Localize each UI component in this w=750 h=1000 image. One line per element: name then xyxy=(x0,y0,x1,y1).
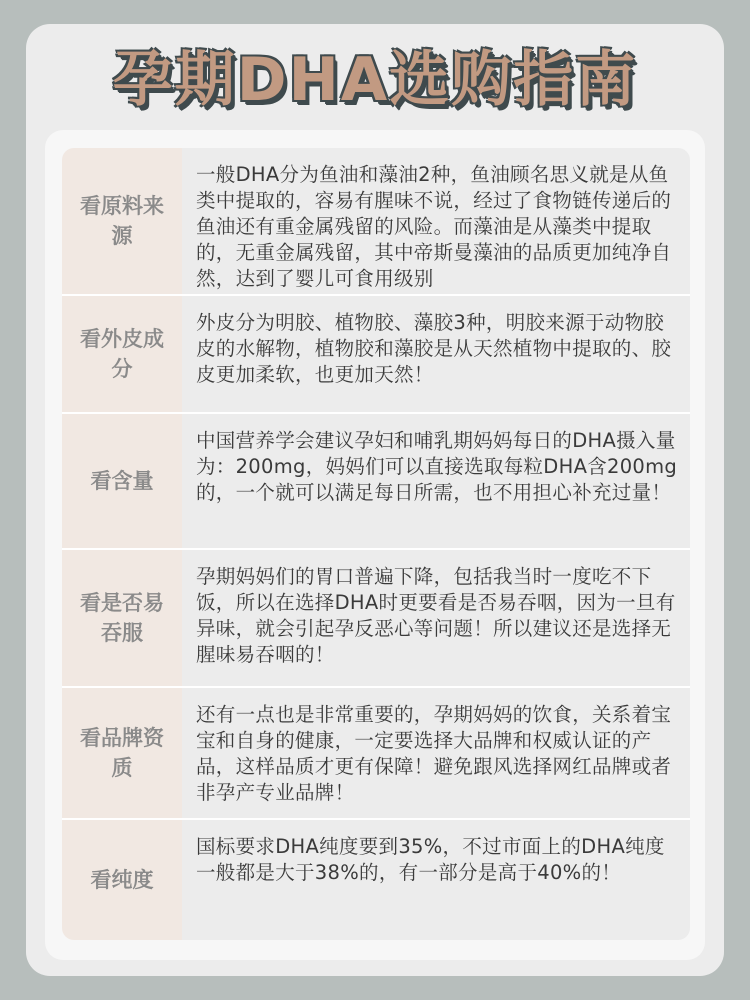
guide-table xyxy=(62,148,690,940)
row-content-cell xyxy=(182,820,690,940)
row-content: 一般DHA分为鱼油和藻油2种，鱼油顾名思义就是从鱼类中提取的，容易有腥味不说，经过了食物链传递后的鱼油还有重金属残留的风险。而藻油是从藻类中提取的，无重金属残留，其中帝斯曼藻油的品质更加纯净自然，达到了婴儿可食用级别 xyxy=(196,163,672,290)
table-row-capsule xyxy=(62,296,690,414)
row-label-cell xyxy=(62,414,182,550)
row-content-cell xyxy=(182,550,690,688)
row-label-cell xyxy=(62,148,182,296)
row-content: 中国营养学会建议孕妇和哺乳期妈妈每日的DHA摄入量为：200mg，妈妈们可以直接选取每粒DHA含200mg的，一个就可以满足每日所需，也不用担心补充过量！ xyxy=(196,429,678,504)
row-content: 外皮分为明胶、植物胶、藻胶3种，明胶来源于动物胶皮的水解物，植物胶和藻胶是从天然植物中提取的、胶皮更加柔软，也更加天然！ xyxy=(196,311,672,386)
row-content-cell xyxy=(182,296,690,414)
row-content-cell xyxy=(182,688,690,820)
row-content: 孕期妈妈们的胃口普遍下降，包括我当时一度吃不下饭，所以在选择DHA时更要看是否易吞咽，因为一旦有异味，就会引起孕反恶心等问题！所以建议还是选择无腥味易吞咽的！ xyxy=(196,565,676,666)
row-label-cell xyxy=(62,820,182,940)
row-content-cell xyxy=(182,148,690,296)
row-label: 看是否易吞服 xyxy=(80,591,164,645)
row-label: 看纯度 xyxy=(90,868,154,892)
row-label: 看原料来源 xyxy=(80,194,164,248)
row-label: 看外皮成分 xyxy=(80,327,164,381)
row-label: 看品牌资质 xyxy=(80,726,164,780)
page-title: 孕期DHA选购指南 xyxy=(112,45,638,115)
row-content-cell xyxy=(182,414,690,550)
row-content: 还有一点也是非常重要的，孕期妈妈的饮食，关系着宝宝和自身的健康，一定要选择大品牌和权威认证的产品，这样品质才更有保障！避免跟风选择网红品牌或者非孕产专业品牌！ xyxy=(196,703,672,804)
table-row-brand xyxy=(62,688,690,820)
table-row-swallow xyxy=(62,550,690,688)
row-label-cell xyxy=(62,550,182,688)
row-label-cell xyxy=(62,296,182,414)
row-label-cell xyxy=(62,688,182,820)
table-row-source xyxy=(62,148,690,296)
row-label: 看含量 xyxy=(90,469,154,493)
row-content: 国标要求DHA纯度要到35%，不过市面上的DHA纯度一般都是大于38%的，有一部分是高于40%的！ xyxy=(196,835,665,884)
table-row-content xyxy=(62,414,690,550)
table-row-purity xyxy=(62,820,690,940)
